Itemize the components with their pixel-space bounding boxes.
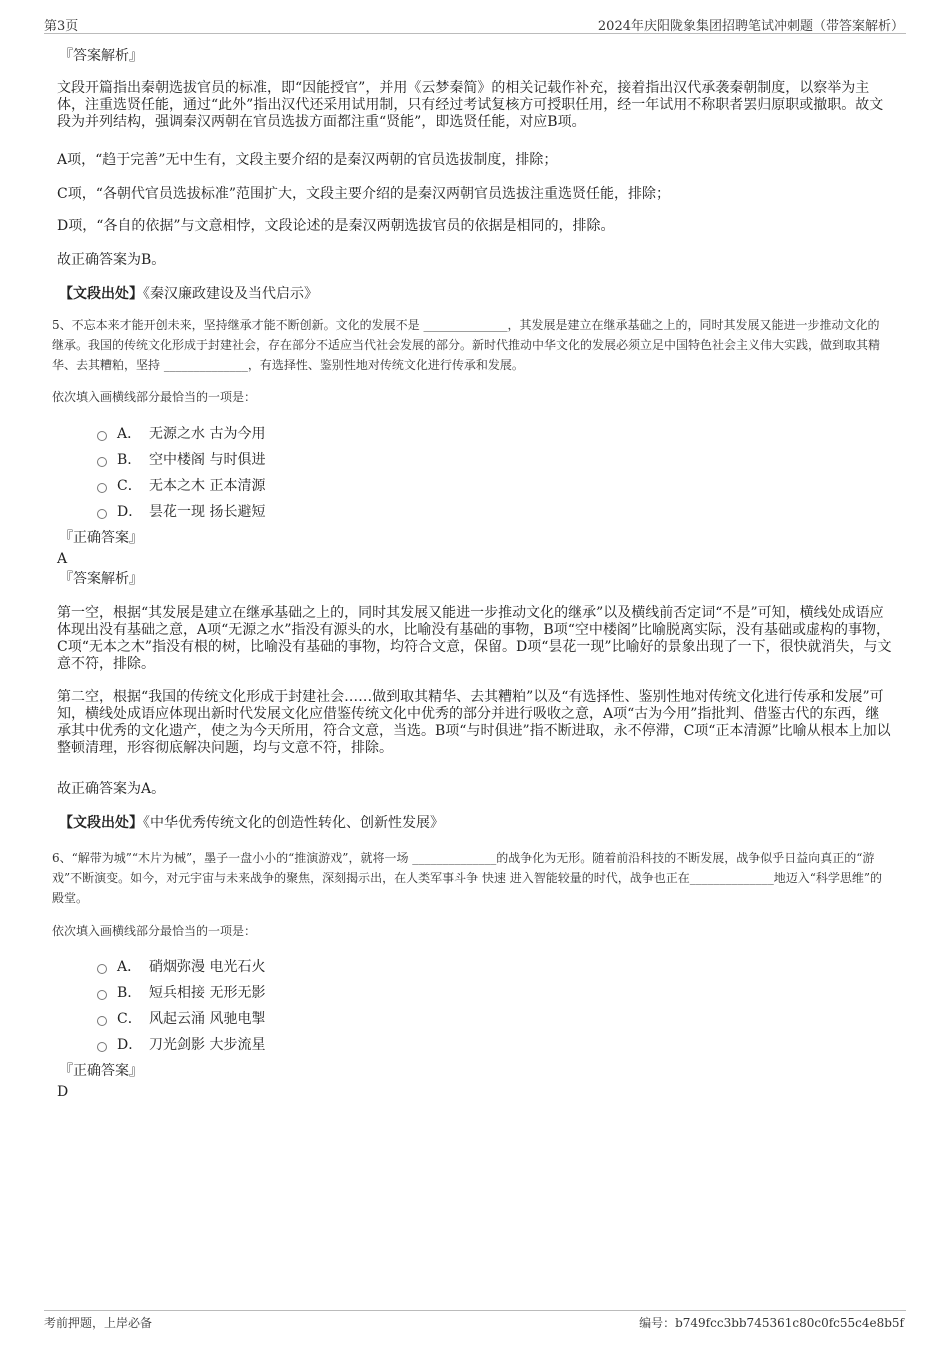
q6-answer-label: 『正确答案』 — [59, 1063, 143, 1079]
option-text: 刀光剑影 大步流星 — [149, 1037, 266, 1053]
option-letter: A． — [117, 959, 142, 975]
q5-analysis-para1: 第一空，根据“其发展是建立在继承基础之上的，同时其发展又能进一步推动文化的继承”以及横线前否定词“不是”可知，横线处成语应体现出没有基础之意，A项“无源之水”指没有源头的水，比喻没有基础的事物，B项“空中楼阁”比喻脱离实际，没有基础或虚构的事物，C项“无本之木”指没有根的树，比喻没有基础的事物，均符合文意，保留。D项“昙花一现”比喻好的景象出现了一下，很快就消失，与文意不符，排除。 — [57, 605, 892, 672]
page-footer — [0, 1305, 950, 1345]
document-title: 2024年庆阳陇象集团招聘笔试冲刺题（带答案解析） — [597, 19, 904, 34]
q6-instruction: 依次填入画横线部分最恰当的一项是： — [52, 924, 257, 938]
q6-option-c[interactable] — [97, 1006, 265, 1032]
option-letter: C． — [117, 478, 142, 494]
radio-icon[interactable] — [97, 1042, 107, 1052]
q4-source — [59, 284, 318, 304]
header-divider — [44, 33, 906, 34]
q5-source-title: 《中华优秀传统文化的创造性转化、创新性发展》 — [143, 815, 444, 831]
option-text: 短兵相接 无形无影 — [149, 985, 266, 1001]
option-letter: A． — [117, 426, 142, 442]
q4-conclusion: 故正确答案为B。 — [57, 252, 166, 268]
q6-stem: 6、“解带为城”“木片为械”，墨子一盘小小的“推演游戏”，就将一场 ______________的战争化为无形。随着前沿科技的不断发展，战争似乎日益向真正的“游戏”不断演变。如今，对元宇宙与未来战争的聚焦，深刻揭示出，在人类军事斗争 快速 进入智能较量的时代，战争也正在______________地迈入“科学思维”的殿堂。 — [52, 851, 883, 905]
option-text: 无源之水 古为今用 — [149, 426, 266, 442]
radio-icon[interactable] — [97, 964, 107, 974]
q4-source-title: 《秦汉廉政建设及当代启示》 — [143, 286, 318, 302]
q5-options — [57, 421, 265, 525]
q4-analysis-option-d: D项，“各自的依据”与文意相悖，文段论述的是秦汉两朝选拔官员的依据是相同的，排除。 — [57, 218, 615, 234]
q6-option-b[interactable] — [97, 980, 265, 1006]
q5-source-label: 【文段出处】 — [59, 815, 143, 831]
footer-slogan: 考前押题，上岸必备 — [44, 1316, 153, 1330]
q5-option-c[interactable] — [97, 473, 265, 499]
radio-icon[interactable] — [97, 509, 107, 519]
q5-source — [59, 813, 444, 833]
option-text: 硝烟弥漫 电光石火 — [149, 959, 266, 975]
q4-analysis-option-a: A项，“趋于完善”无中生有，文段主要介绍的是秦汉两朝的官员选拔制度，排除； — [57, 152, 558, 168]
q5-option-a[interactable] — [97, 421, 265, 447]
option-text: 无本之木 正本清源 — [149, 478, 266, 494]
q5-analysis-label: 『答案解析』 — [59, 571, 143, 587]
page-number: 第3页 — [44, 19, 79, 34]
radio-icon[interactable] — [97, 457, 107, 467]
option-letter: C． — [117, 1011, 142, 1027]
q5-answer: A — [57, 551, 68, 567]
radio-icon[interactable] — [97, 431, 107, 441]
option-text: 空中楼阁 与时俱进 — [149, 452, 266, 468]
footer-divider — [44, 1310, 906, 1311]
q4-analysis-para1: 文段开篇指出秦朝选拔官员的标准，即“因能授官”，并用《云梦秦简》的相关记载作补充，接着指出汉代承袭秦朝制度，以察举为主体，注重选贤任能，通过“此外”指出汉代还采用试用制，只有经过考试复核方可授职任用，经一年试用不称职者罢归原职或撤职。故文段为并列结构，强调秦汉两朝在官员选拔方面都注重“贤能”，即选贤任能，对应B项。 — [57, 80, 884, 130]
q5-conclusion: 故正确答案为A。 — [57, 781, 166, 797]
option-letter: B. — [117, 985, 132, 1001]
option-text: 风起云涌 风驰电掣 — [149, 1011, 266, 1027]
q5-option-d[interactable] — [97, 499, 265, 525]
radio-icon[interactable] — [97, 1016, 107, 1026]
option-letter: D． — [117, 504, 143, 520]
q5-answer-label: 『正确答案』 — [59, 530, 143, 546]
q6-option-d[interactable] — [97, 1032, 265, 1058]
option-letter: D． — [117, 1037, 143, 1053]
radio-icon[interactable] — [97, 990, 107, 1000]
q5-option-b[interactable] — [97, 447, 265, 473]
q4-analysis-option-c: C项，“各朝代官员选拔标准”范围扩大，文段主要介绍的是秦汉两朝官员选拔注重选贤任能，排除； — [57, 186, 671, 202]
page-header — [0, 0, 950, 36]
option-text: 昙花一现 扬长避短 — [149, 504, 266, 520]
option-letter: B. — [117, 452, 132, 468]
q4-source-label: 【文段出处】 — [59, 286, 143, 302]
q5-analysis-para2: 第二空，根据“我国的传统文化形成于封建社会……做到取其精华、去其糟粕”以及“有选择性、鉴别性地对传统文化进行传承和发展”可知，横线处成语应体现出新时代发展文化应借鉴传统文化中优秀的部分并进行吸收之意，A项“古为今用”指批判、借鉴古代的东西，继承其中优秀的文化遗产，使之为今天所用，符合文意，当选。B项“与时俱进”指不断进取，永不停滞，C项“正本清源”比喻从根本上加以整顿清理，形容彻底解决问题，均与文意不符，排除。 — [57, 689, 891, 756]
q4-analysis-label: 『答案解析』 — [59, 48, 143, 64]
q5-instruction: 依次填入画横线部分最恰当的一项是： — [52, 390, 257, 404]
q6-options — [57, 954, 265, 1058]
q5-stem: 5、不忘本来才能开创未来，坚持继承才能不断创新。文化的发展不是 ______________，其发展是建立在继承基础之上的，同时其发展又能进一步推动文化的继承。我国的传统文化形成于封建社会，存在部分不适应当代社会发展的部分。新时代推动中华文化的发展必须立足中国特色社会主义伟大实践，做到取其精华、去其糟粕，坚持 ______________，有选择性、鉴别性地对传统文化进行传承和发展。 — [52, 318, 881, 372]
q6-answer: D — [57, 1084, 69, 1100]
radio-icon[interactable] — [97, 483, 107, 493]
q6-option-a[interactable] — [97, 954, 265, 980]
footer-code: 编号：b749fcc3bb745361c80c0fc55c4e8b5f — [639, 1316, 904, 1330]
